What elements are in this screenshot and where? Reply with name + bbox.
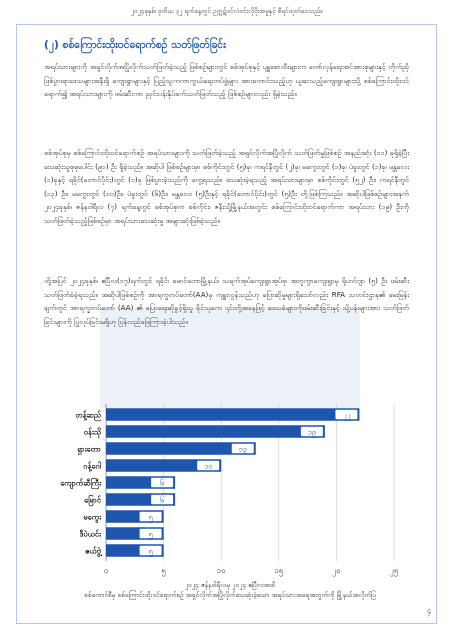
category-label: တန့်ဆည် <box>75 410 101 420</box>
category-label: ဂန့်ဂေါ <box>83 461 101 471</box>
data-label: ၁၉ <box>307 427 317 437</box>
chart-caption <box>40 580 420 600</box>
data-label: ၅ <box>148 546 153 556</box>
data-label: ၅ <box>148 529 153 539</box>
x-tick-label: ၅ <box>161 566 166 575</box>
data-label: ၁၃ <box>238 444 247 454</box>
category-label: ဒီပဲယင်း <box>79 529 101 539</box>
category-label: ကျောက်ဆီကြီး <box>60 478 101 488</box>
data-label: ၁၀ <box>203 461 213 471</box>
x-tick-label: ၀ <box>103 566 109 575</box>
category-label: ဝန်းသို <box>83 427 101 437</box>
category-label: မကွေး <box>83 512 101 522</box>
running-header: ၂၀၂၄ခုနှစ်၊ ဒုတိယ ၃၂ ရက်နေ့တွင် ဥက္ကဋ်ဝင်လဲဝင်းလိုဝိုးအမှုနှင့် စီရင်ထုတ်ဝေသည်။ <box>130 7 323 15</box>
page-number: ၄ <box>427 606 432 615</box>
chart-caption-period: ၂၀၂၄ ဇန်နဝါရီလမှ ၂၀၂၄ ဧပြီလအထိ <box>184 581 276 589</box>
bar <box>106 408 359 421</box>
data-label: ၅ <box>148 512 153 522</box>
x-tick-label: ၂၀ <box>332 566 341 575</box>
chart-canvas <box>44 402 414 582</box>
paragraph-2: စစ်အုပ်စုမှ စစ်ကြောင်းထိုးဝင်ရောက်စဉ် အရပ်သားများကို သတ်ဖြတ်ခဲ့သည့် အရှင်လိုက်အပြိုလိုက် သတ်ဖြတ်မှုဖြစ်စဉ် အနည်းဆုံး (၁၁) ခုရှိခဲ့ပြီး သေဆုံးသူစုစုပေါင်း (၉၁) ဦး ရှိခဲ့သည်။ အဆိုပါ ဖြစ်စဉ်များမှာ စစ်ကိုင်းတွင် (၅)ခု၊ ကရင်နီတွင် (၂)ခု၊ မကွေးတွင် (၁)ခု၊ ပဲခူးတွင် (၁)ခု၊ မန္တလေး (၁)ခုနှင့် ရခိုင်(တောင်ပိုင်း)တွင် (၁)ခု ဖြစ်ပွားခဲ့သည်ကို တွေ့ရသည်။ သေဆုံးခဲ့ရသည့် အရပ်သားများမှာ စစ်ကိုင်းတွင် (၅၂) ဦး၊ ကရင်နီတွင် (၁၃) ဦး၊ မကွေးတွင် (၁၀)ဦး၊ ပဲခူးတွင် (၆)ဦး၊ မန္တလေး (၅)ဦးနှင့် ရခိုင်(တောင်ပိုင်း)တွင် (၅)ဦး တို့ဖြစ်ကြသည်။ အဆိုပါဖြစ်စဉ်များအနက် ၂၀၂၄ခုနှစ်၊ ဇန်နဝါရီလ (၇) ရက်နေ့တွင် စစ်အုပ်စုက စစ်ကိုင်း၊ ဇနီးသို့မြို့နယ်အတွင်း စစ်ကြောင်းထိုးဝင်ရောက်ကာ အရပ်သား (၁၉) ဦးကို သတ်ဖြတ်ခဲ့သည့်ဖြစ်စဉ်မှာ အရပ်သားသေဆုံးမှု အများဆုံးဖြစ်ခဲ့သည်။ <box>44 148 409 225</box>
data-label: ၆ <box>160 478 165 488</box>
category-label: မြောင် <box>83 495 101 505</box>
bar <box>106 425 325 438</box>
category-label: ဇယ်ဗွဲ့ <box>84 546 101 556</box>
paragraph-3: ထို့အပြင် ၂၀၂၄ခုနှစ်၊ ဧပြီလ(၁၇)ရက်တွင် ရခိုင်၊ မောင်တောမြို့နယ်၊ သရက်အုပ်ကျေးရွာအုပ်စု၊ အဘူကွာကျေးရွာမှ ရိုဟင်ဂျာ (၅) ဦး ဖမ်းဆီးသတ်ဖြတ်ခံခဲ့ရသည်။ အဆိုပါဖြစ်စဉ်ကို အာရက္ခတပ်တော်(AA)မှ ကျူးလွန်သည်ဟု ပြောဆိုမှုများရှိသော်လည်း RFA သတင်းဌာန၏ မေးမြန်းချက်တွင် အာရက္ခတပ်တော် (AA) ၏ ပြောရေးဆိုခွင့်ရှိသူ ခိုင်သုခက ၎င်းတို့အနေဖြင့် ဒေသခံများကိုဖမ်းဆီးခြင်းနှင့် သို့ပန်းများအား သတ်ဖြတ်ခြင်းများကို ပြုလုပ်ခြင်းမရှိဟု ပြန်လည်ဖြေကြားခဲ့ပါသည်။ <box>44 276 409 326</box>
section-title: (၂) စစ်ကြောင်းထိုးဝင်ရောက်စဉ် သတ်ဖြတ်ခြင်း <box>44 39 226 51</box>
category-label: ရှားတော <box>77 444 101 454</box>
township-bar-chart <box>44 402 414 582</box>
x-tick-label: ၂၅ <box>389 566 399 575</box>
data-label: ၆ <box>160 495 165 505</box>
paragraph-1: အရပ်သားများကို အရှင်လိုက်အပြိုလိုက်သတ်ဖြတ်ခဲ့သည့် ဖြစ်စဉ်များတွင် စစ်အုပ်စုနှင့် ပျူစောထီးများက တော်လှန်ရေးအင်အားစုများနှင့် ကိုက်ညှိဖြစ်ပွားရာဒေသများအနီးရှိ ကျေးရွာများနှင့် ပြည့်သူကကာကွယ်ရေးတပ်ဖွဲ့များ အားကောင်းသည့်ဟု ယူဆသည့်ကျေးရွာများသို့ စစ်ကြောင်းထိုးဝင်ရောက်၍ အရပ်သားများကို ဖမ်းဆီးကာ ညှင်းပန်းနှိပ်စက်သတ်ဖြတ်သည့် ဖြစ်စဉ်များလည်း ရှိခဲ့သည်။ <box>44 62 409 99</box>
x-tick-label: ၁၀ <box>216 566 226 575</box>
chart-caption-description: စစ်ကောင်စီမှ စစ်ကြောင်းထိုးဝင်ရောက်စဉ် အရှင်လိုက်အပြိုလိုက်သေဆုံးခဲ့သော အရပ်သားအရေအတွက်ကို မြို့နယ်အလိုက်ပြ <box>84 591 376 599</box>
data-label: ၂၂ <box>342 410 351 420</box>
x-tick-label: ၁၅ <box>274 566 284 575</box>
